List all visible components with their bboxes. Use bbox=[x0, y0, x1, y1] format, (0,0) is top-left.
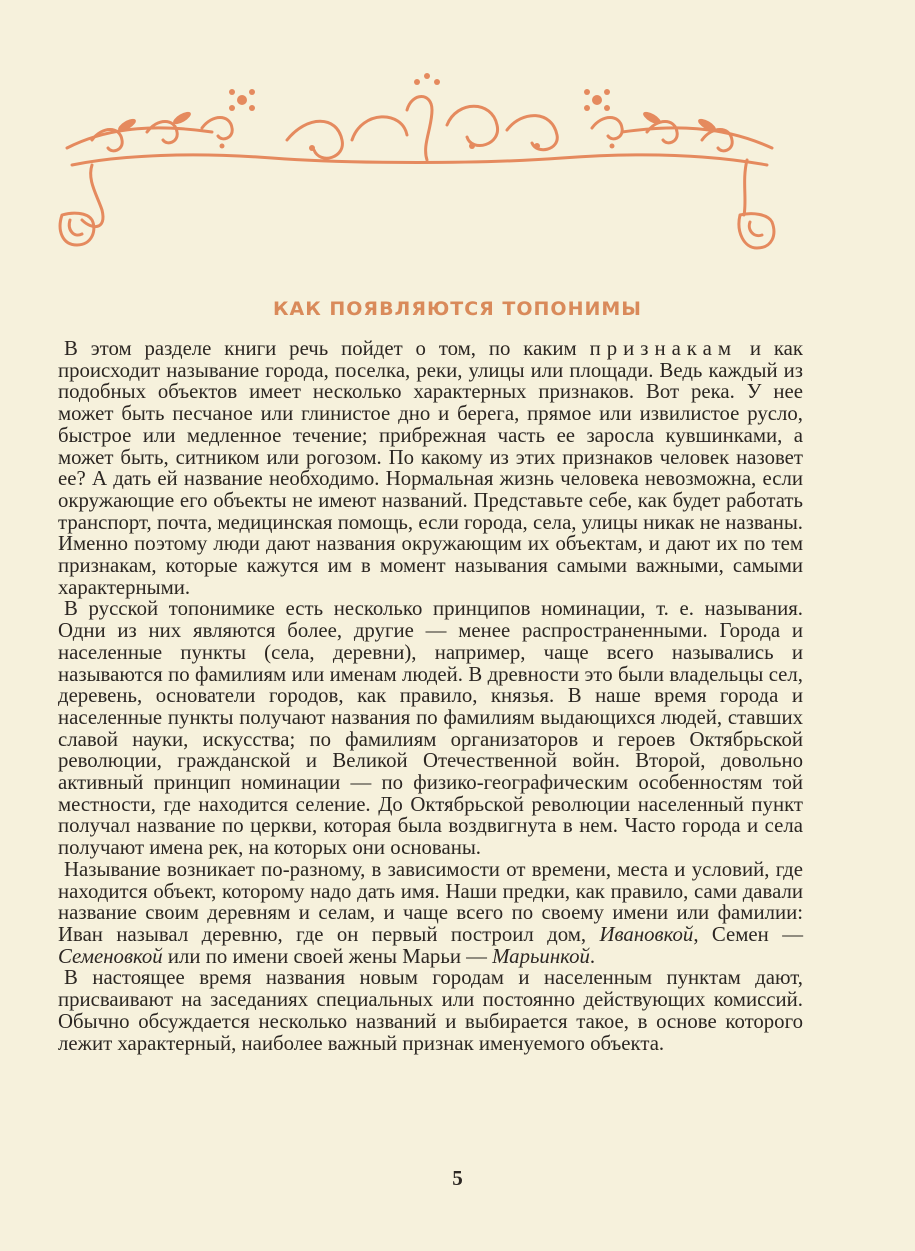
paragraph-4: В настоящее время названия новым городам и населенным пунктам дают, присваивают на заседаниях специальных или постоянно действующих комиссий. Обычно обсуждается несколько названий и выбирается такое, в основе которого лежит характерный, наиболее важный признак именуемого объекта. bbox=[58, 966, 803, 1055]
page-number: 5 bbox=[452, 1166, 463, 1190]
p3-text-d: . bbox=[589, 944, 596, 968]
p3-text-b: , Семен — bbox=[693, 922, 803, 946]
p3-text-a: Называние возникает по-разному, в зависимости от времени, места и условий, где находится объект, которому надо дать имя. Наши предки, как правило, сами давали название своим деревням и селам, и чаще всего по своему имени или фамилии: Иван называл деревню, где он первый построил дом, bbox=[58, 857, 803, 946]
italic-ivanovka: Ивановкой bbox=[599, 922, 694, 946]
body-text bbox=[58, 338, 803, 1054]
p1-text-b: и как происходит называние города, поселка, реки, улицы или площади. Ведь каждый из подобных объектов имеет несколько характерных признаков. Вот река. У нее может быть песчаное или глинистое дно и берега, прямое или извилистое русло, быстрое или медленное течение; прибрежная часть ее заросла кувшинками, а может быть, ситником или рогозом. По какому из этих признаков человек назовет ее? А дать ей название необходимо. Нормальная жизнь человека невозможна, если окружающие его объекты не имеют названий. Представьте себе, как будет работать транспорт, почта, медицинская помощь, если города, села, улицы никак не названы. Именно поэтому люди дают названия окружающим их объектам, и дают их по тем признакам, которые кажутся им в момент называния самыми важными, самыми характерными. bbox=[58, 337, 804, 599]
decorative-scroll-ornament bbox=[52, 70, 782, 265]
paragraph-2: В русской топонимике есть несколько принципов номинации, т. е. называния. Одни из них являются более, другие — менее распространенными. Города и населенные пункты (села, деревни), например, чаще всего назывались и называются по фамилиям или именам людей. В древности это были владельцы сел, деревень, основатели городов, как правило, князья. В наше время города и населенные пункты получают названия по фамилиям выдающихся людей, ставших славой науки, искусства; по фамилиям организаторов и героев Октябрьской революции, гражданской и Великой Отечественной войн. Второй, довольно активный принцип номинации — по физико-географическим особенностям той местности, где находится селение. До Октябрьской революции населенный пункт получал название по церкви, которая была воздвигнута в нем. Часто города и села получают имена рек, на которых они основаны. bbox=[58, 597, 803, 860]
paragraph-3 bbox=[58, 859, 803, 968]
chapter-title: КАК ПОЯВЛЯЮТСЯ ТОПОНИМЫ bbox=[273, 298, 642, 320]
p3-text-c: или по имени своей жены Марьи — bbox=[162, 944, 493, 968]
paragraph-1 bbox=[58, 338, 803, 598]
p1-text-a: В этом разделе книги речь пойдет о том, по каким bbox=[64, 337, 590, 360]
italic-maryinka: Марьинкой bbox=[492, 944, 590, 968]
italic-semenovka: Семеновкой bbox=[58, 944, 163, 968]
spaced-emphasis: признакам bbox=[589, 337, 737, 360]
